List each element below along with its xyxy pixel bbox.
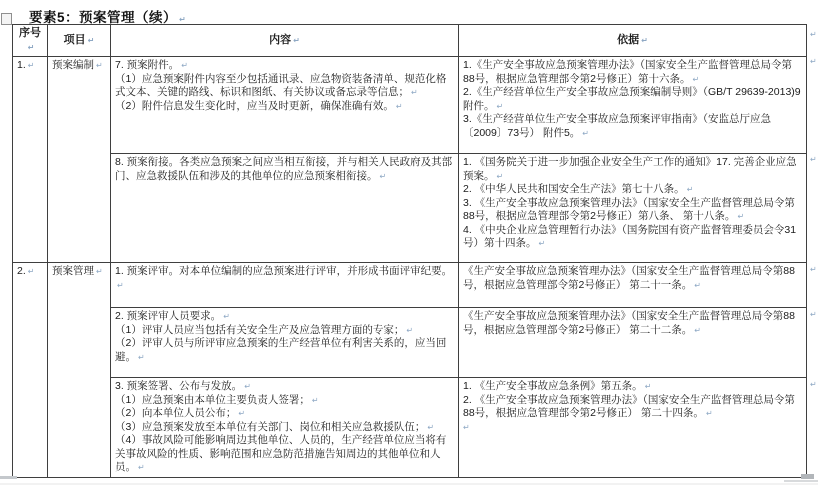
cell-content-reviewers[interactable] [111, 308, 459, 378]
header-index[interactable] [13, 25, 48, 57]
header-basis[interactable] [459, 25, 807, 57]
cell-basis-linkage[interactable] [459, 154, 807, 263]
header-row [13, 25, 807, 57]
paragraph: （1）应急预案附件内容至少包括通讯录、应急物资装备清单、规范化格式文本、关键的路线、标识和图纸、有关协议或备忘录等信息； ↵ [115, 73, 454, 100]
paragraph: 《生产安全事故应急预案管理办法》（国家安全生产监督管理总局令第88号，根据应急管理部令第2号修正） 第二十二条。 ↵ [463, 310, 802, 337]
header-basis-label: 依据 ↵ [617, 34, 648, 46]
table-resize-handle[interactable] [801, 474, 814, 479]
paragraph: （2）向本单位人员公布； ↵ [115, 407, 454, 421]
table-row [13, 263, 807, 308]
page-edge-mark [784, 480, 818, 482]
header-index-label: 序号 ↵ [19, 27, 41, 53]
page-edge-mark [0, 476, 17, 479]
cell-content-review[interactable] [111, 263, 459, 308]
cell-content-linkage[interactable] [111, 154, 459, 263]
paragraph: 3. 预案签署、公布与发放。 ↵ [115, 380, 454, 394]
header-content[interactable] [111, 25, 459, 57]
paragraph: 4. 《中央企业应急管理暂行办法》（国务院国有资产监督管理委员会令31号）第十四条。 ↵ [463, 224, 802, 251]
cell-item-2[interactable] [48, 263, 111, 478]
paragraph: 7. 预案附件。 ↵ [115, 59, 454, 73]
table-row [13, 378, 807, 478]
cell-content-signing[interactable] [111, 378, 459, 478]
paragraph: 8. 预案衔接。各类应急预案之间应当相互衔接，并与相关人民政府及其部门、应急救援队伍和涉及的其他单位的应急预案相衔接。 ↵ [115, 156, 454, 183]
row-end-mark-icon: ↵ [810, 30, 817, 39]
paragraph: 《生产安全事故应急预案管理办法》（国家安全生产监督管理总局令第88号，根据应急管理部令第2号修正） 第二十一条。 ↵ [463, 265, 802, 292]
row-end-mark-icon: ↵ [810, 310, 817, 319]
paragraph: （1）应急预案由本单位主要负责人签署； ↵ [115, 394, 454, 408]
cell-basis-reviewers[interactable] [459, 308, 807, 378]
empty-paragraph [463, 421, 802, 435]
table-row [13, 154, 807, 263]
paragraph: （2）评审人员与所评审应急预案的生产经营单位有利害关系的，应当回避。 ↵ [115, 337, 454, 364]
table-anchor-icon[interactable] [1, 13, 12, 25]
cell-index-2[interactable] [13, 263, 48, 478]
paragraph: 2. 《生产安全事故应急预案管理办法》（国家安全生产监督管理总局令第88号，根据应急管理部令第2号修正） 第二十四条。 ↵ [463, 394, 802, 421]
index-value: 1. ↵ [17, 59, 43, 73]
paragraph: （4）事故风险可能影响周边其他单位、人员的，生产经营单位应当将有关事故风险的性质、影响范围和应急防范措施告知周边的其他单位和人员。 ↵ [115, 434, 454, 475]
item-value: 预案管理 ↵ [52, 265, 106, 279]
paragraph: 2.《生产经营单位生产安全事故应急预案编制导则》（GB/T 29639-2013)9 附件。 ↵ [463, 86, 802, 113]
section-title[interactable]: 要素5：预案管理（续） ↵ [29, 6, 186, 26]
paragraph: 2. 预案评审人员要求。 ↵ [115, 310, 454, 324]
table-row [13, 57, 807, 154]
paragraph: 1.《生产安全事故应急预案管理办法》（国家安全生产监督管理总局令第88号，根据应急管理部令第2号修正）第十六条。 ↵ [463, 59, 802, 86]
paragraph: 3.《生产经营单位生产安全事故应急预案评审指南》（安监总厅应急〔2009〕73号） 附件5。 ↵ [463, 113, 802, 140]
paragraph: 1. 《国务院关于进一步加强企业安全生产工作的通知》17. 完善企业应急预案。 ↵ [463, 156, 802, 183]
paragraph: 1. 《生产安全事故应急条例》第五条。 ↵ [463, 380, 802, 394]
header-item[interactable] [48, 25, 111, 57]
index-value: 2. ↵ [17, 265, 43, 279]
cell-basis-review[interactable] [459, 263, 807, 308]
row-end-mark-icon: ↵ [810, 155, 817, 164]
paragraph: （1）评审人员应当包括有关安全生产及应急管理方面的专家； ↵ [115, 324, 454, 338]
cell-basis-signing[interactable] [459, 378, 807, 478]
item-value: 预案编制 ↵ [52, 59, 106, 73]
paragraph: （3）应急预案发放至本单位有关部门、岗位和相关应急救援队伍； ↵ [115, 421, 454, 435]
cell-index-1[interactable] [13, 57, 48, 263]
table-row [13, 308, 807, 378]
cell-basis-attachments[interactable] [459, 57, 807, 154]
paragraph: （2）附件信息发生变化时，应当及时更新，确保准确有效。 ↵ [115, 100, 454, 114]
row-end-mark-icon: ↵ [810, 265, 817, 274]
paragraph: 2. 《中华人民共和国安全生产法》第七十八条。 ↵ [463, 183, 802, 197]
paragraph: 3. 《生产安全事故应急预案管理办法》（国家安全生产监督管理总局令第88号，根据应急管理部令第2号修正）第八条、 第十八条。 ↵ [463, 197, 802, 224]
plan-management-table [12, 24, 807, 478]
header-item-label: 项目 ↵ [64, 34, 95, 46]
row-end-mark-icon: ↵ [810, 380, 817, 389]
cell-item-1[interactable] [48, 57, 111, 263]
header-content-label: 内容 ↵ [269, 34, 300, 46]
paragraph: 1. 预案评审。对本单位编制的应急预案进行评审，并形成书面评审纪要。 ↵ [115, 265, 454, 292]
cell-content-attachments[interactable] [111, 57, 459, 154]
row-end-mark-icon: ↵ [810, 57, 817, 66]
